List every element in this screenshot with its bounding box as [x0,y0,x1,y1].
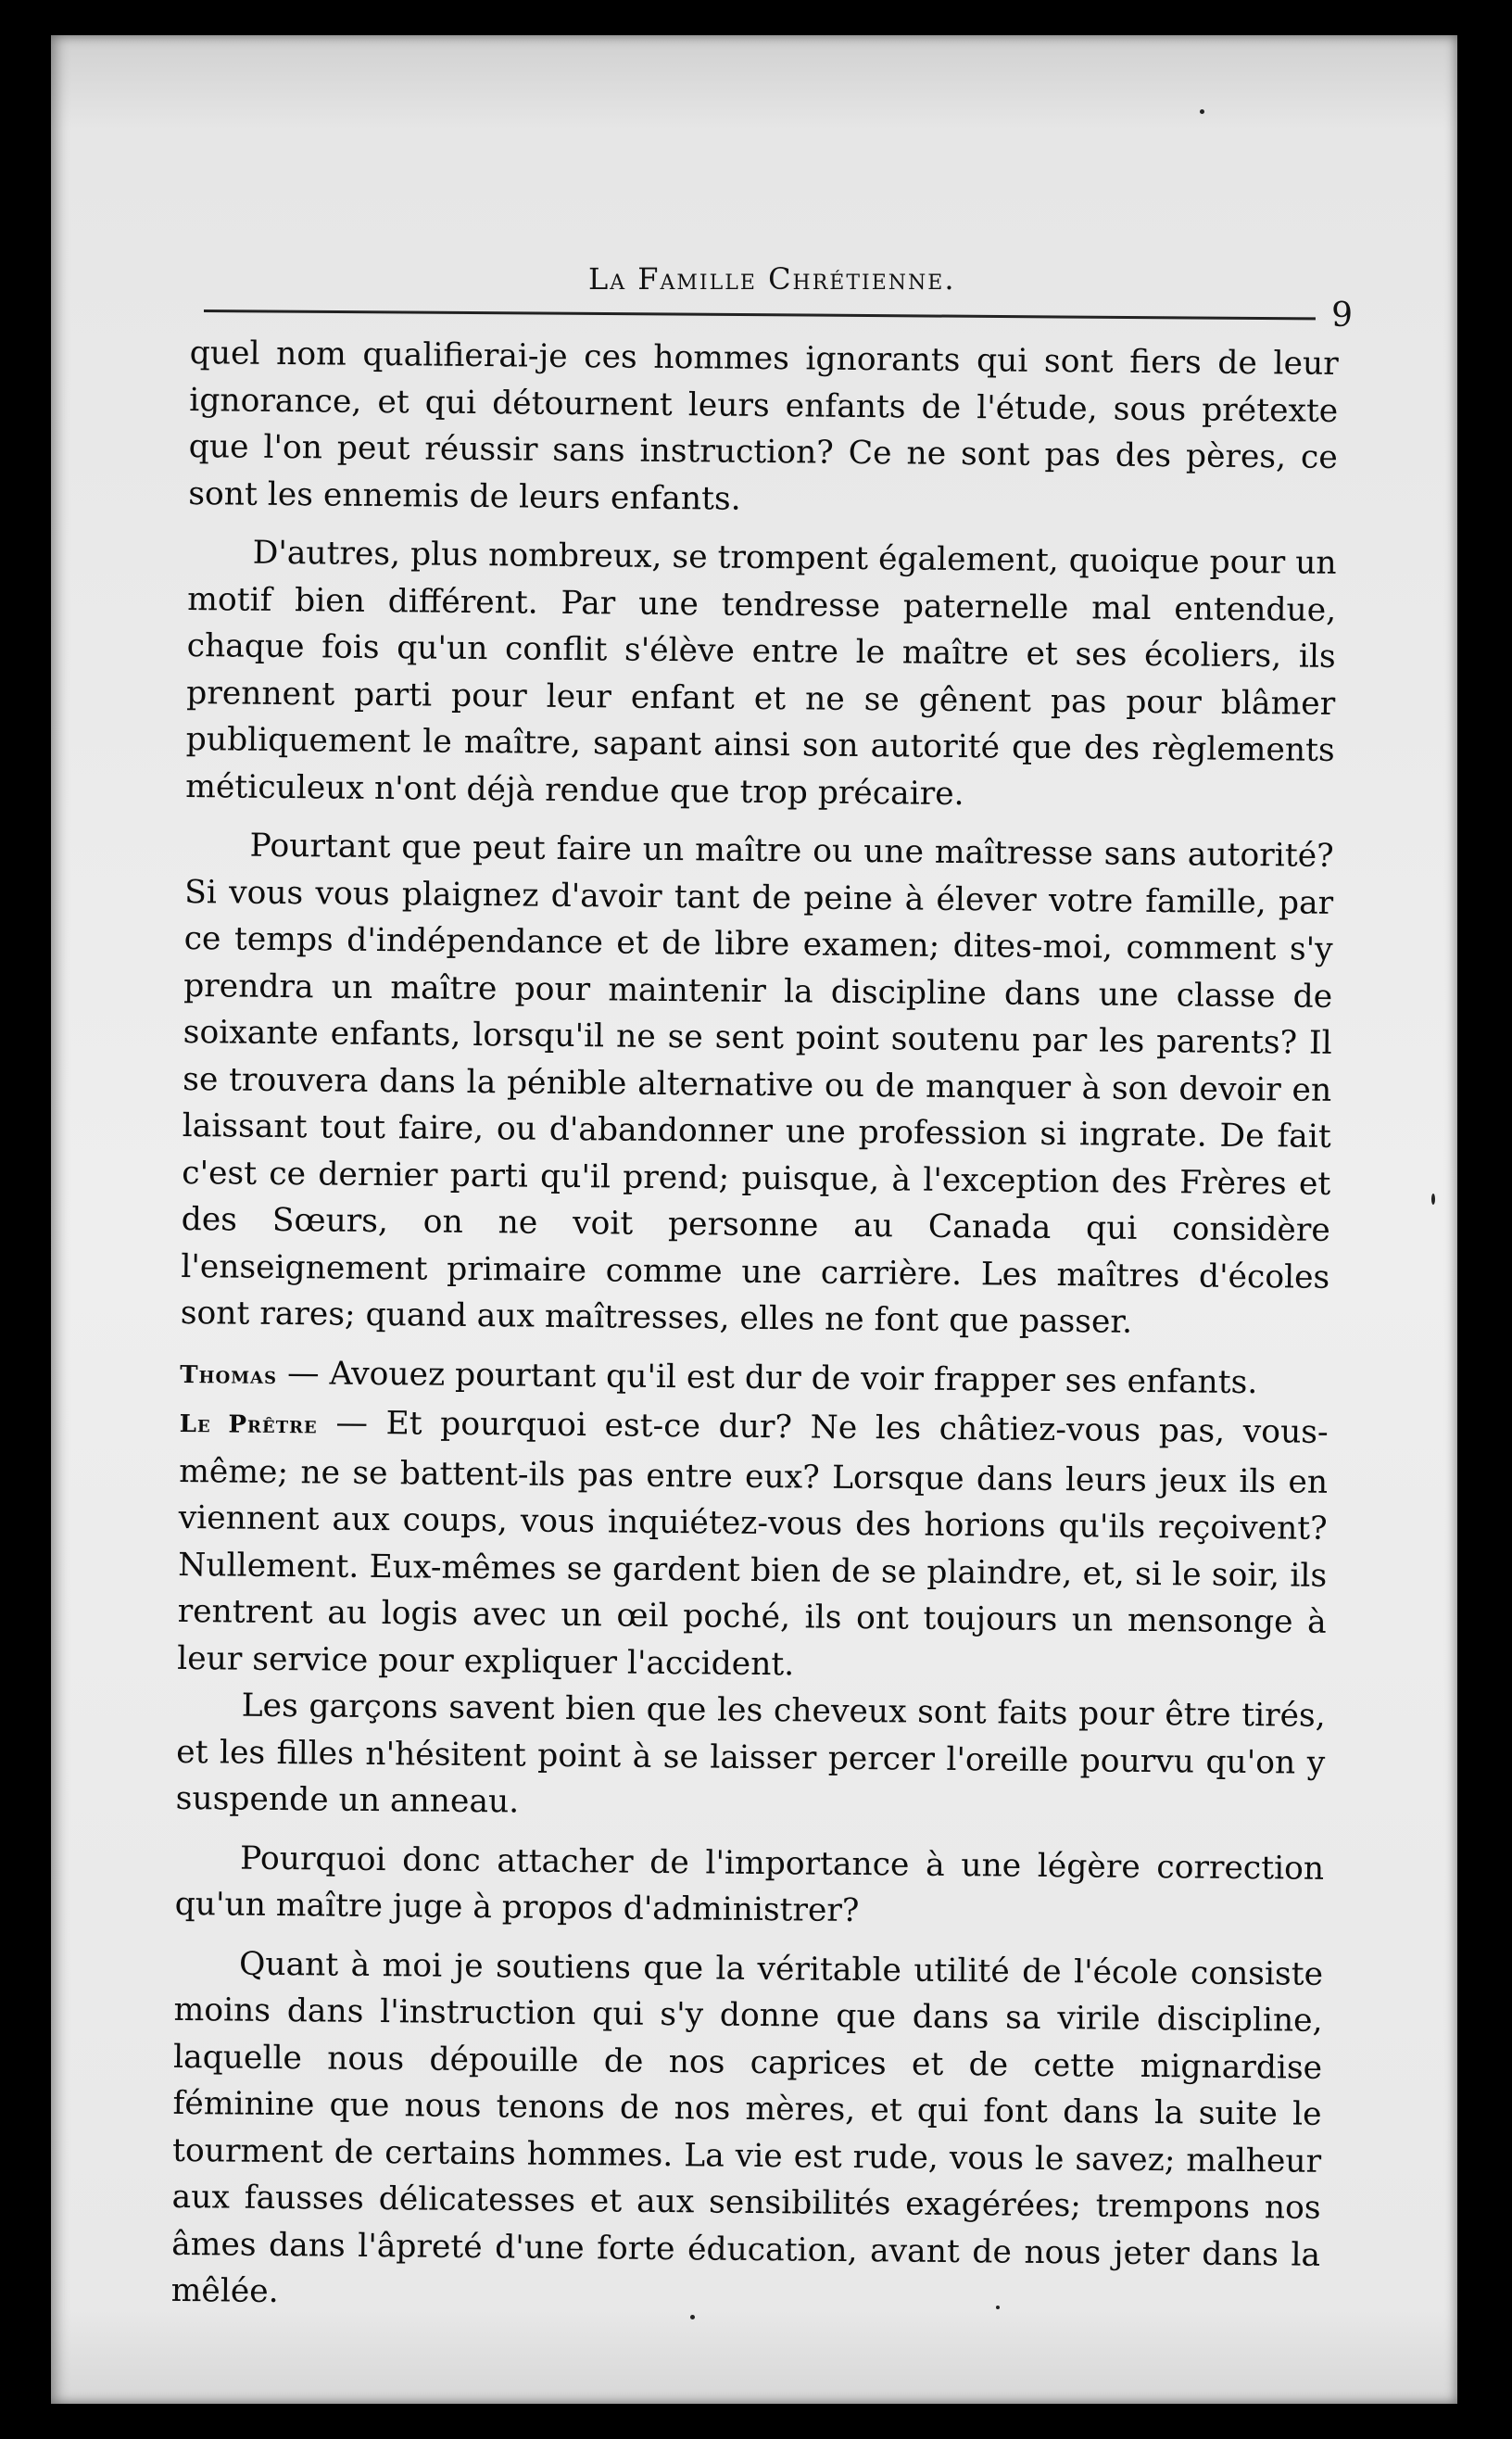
print-speck [996,2306,1000,2309]
dialogue-le-pretre [177,1398,1329,1693]
body-text [170,330,1339,2337]
book-page [51,35,1457,2404]
paragraph-6: Quant à moi je soutiens que la véritable utilité de l'école consiste moins dans l'instruction qui s'y donne que dans sa virile discipline, laquelle nous dépouille de nos caprices et de cette mignardise féminine que nous tenons de nos mères, et qui font dans la suite le tourment de certains hommes. La vie est rude, vous le savez; malheur aux fausses délicatesses et aux sensibilités exagérées; trempons nos âmes dans l'âpreté d'une forte éducation, avant de nous jeter dans la mêlée. [170,1945,1324,2311]
paragraph-2: D'autres, plus nombreux, se trompent également, quoique pour un motif bien différent. Par une tendresse paternelle mal entendue, chaque fois qu'un conflit s'élève entre le maître et ses écoliers, ils prennent parti pour leur enfant et ne se gênent pas pour blâmer publiquement le maître, sapant ainsi son autorité que des règlements méticuleux n'ont déjà rendue que trop précaire. [185,534,1337,813]
page-number: 9 [1331,297,1353,335]
page-header [204,237,1353,335]
header-rule [204,310,1316,320]
dialogue-text: — Avouez pourtant qu'il est dur de voir frapper ses enfants. [286,1354,1258,1401]
speaker-name: Le Prêtre [179,1409,318,1440]
print-speck [1200,109,1204,114]
paragraph-5: Pourquoi donc attacher de l'importance à une légère correction qu'un maître juge à propos d'administrer? [174,1839,1325,1930]
print-speck [1431,1194,1435,1205]
print-speck [690,2315,695,2319]
paragraph-1: quel nom qualifierai-je ces hommes ignorants qui sont fiers de leur ignorance, et qui détournent leurs enfants de l'étude, sous prétexte que l'on peut réussir sans instruction? Ce ne sont pas des pères, ce sont les ennemis de leurs enfants. [188,334,1339,518]
dialogue-text: — Et pourquoi est-ce dur? Ne les châtiez-vous pas, vous-même; ne se battent-ils pas entre eux? Lorsque dans leurs jeux ils en viennent aux coups, vous inquiétez-vous des horions qu'ils reçoivent? Nullement. Eux-mêmes se gardent bien de se plaindre, et, si le soir, ils rentrent au logis avec un œil poché, ils ont toujours un mensonge à leur service pour expliquer l'accident. [177,1404,1329,1683]
paragraph-3: Pourtant que peut faire un maître ou une maîtresse sans autorité? Si vous vous plaignez d'avoir tant de peine à élever votre famille, par ce temps d'indépendance et de libre examen; dites-moi, comment s'y prendra un maître pour maintenir la discipline dans une classe de soixante enfants, lorsqu'il ne se sent point soutenu par les parents? Il se trouvera dans la pénible alternative ou de manquer à son devoir en laissant tout faire, ou d'abandonner une profession si ingrate. De fait c'est ce dernier parti qu'il prend; puisque, à l'exception des Frères et des Sœurs, on ne voit personne au Canada qui considère l'enseignement primaire comme une carrière. Les maîtres d'écoles sont rares; quand aux maîtresses, elles ne font que passer. [180,827,1334,1341]
paragraph-4: Les garçons savent bien que les cheveux sont faits pour être tirés, et les filles n'hésitent point à se laisser percer l'oreille pourvu qu'on y suspende un anneau. [175,1687,1326,1821]
running-title: La Famille Chrétienne. [588,261,956,297]
speaker-name: Thomas [180,1360,278,1390]
